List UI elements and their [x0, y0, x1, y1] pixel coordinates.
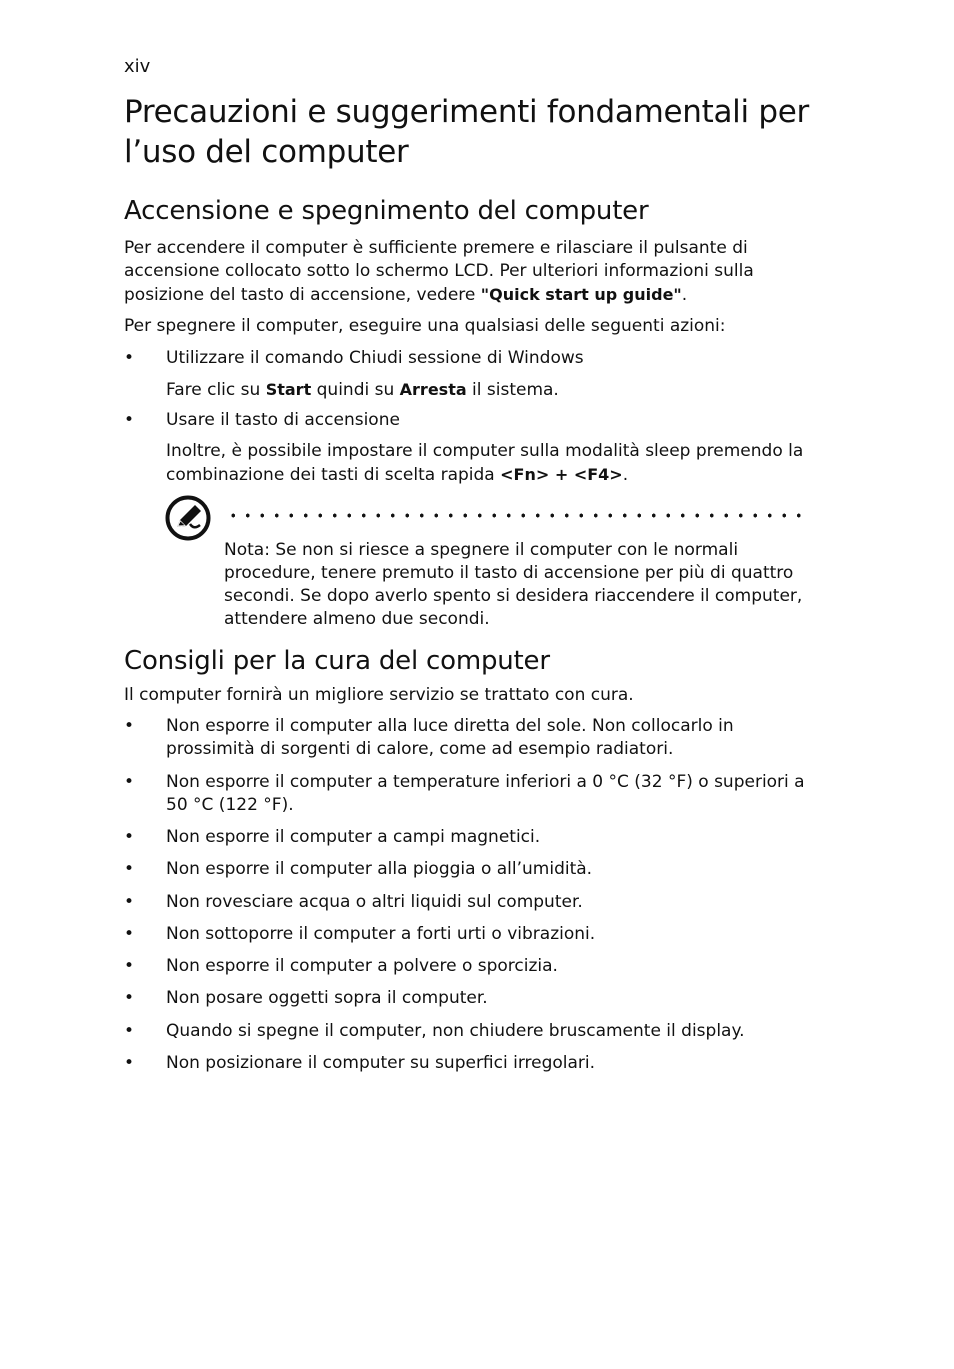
section-heading-power: Accensione e spegnimento del computer	[124, 196, 649, 226]
shutdown-option-windows-detail	[166, 378, 816, 402]
list-item: Non rovesciare acqua o altri liquidi sul computer.	[166, 892, 583, 912]
bullet: •	[124, 988, 135, 1008]
detail-text: il sistema.	[472, 380, 559, 400]
bullet: •	[124, 956, 135, 976]
detail-text: Inoltre, è possibile impostare il computer sulla modalità sleep premendo la combinazione dei tasti di scelta rapida	[166, 441, 804, 485]
power-on-text: Per accendere il computer è sufficiente premere e rilasciare il pulsante di accensione collocato sotto lo schermo LCD. Per ulteriori informazioni sulla posizione del tasto di accensione, vedere	[124, 238, 754, 305]
section-heading-care: Consigli per la cura del computer	[124, 646, 550, 676]
note-paragraph	[224, 539, 814, 631]
guide-reference: "Quick start up guide"	[480, 285, 682, 304]
period: .	[681, 285, 688, 305]
list-item: Non esporre il computer alla luce diretta del sole. Non collocarlo in prossimità di sorgenti di calore, come ad esempio radiatori.	[166, 716, 734, 759]
note-label: Nota:	[224, 540, 270, 560]
power-on-paragraph	[124, 237, 824, 307]
page-title: Precauzioni e suggerimenti fondamentali per l’uso del computer	[124, 94, 809, 170]
shutdown-option-power-key: Usare il tasto di accensione	[166, 410, 400, 430]
list-item: Non esporre il computer a campi magnetici.	[166, 827, 541, 847]
note-dotted-rule	[226, 513, 810, 518]
bullet: •	[124, 827, 135, 847]
bullet: •	[124, 1021, 135, 1041]
detail-text: quindi su	[316, 380, 395, 400]
list-item: Non sottoporre il computer a forti urti o vibrazioni.	[166, 924, 596, 944]
bullet: •	[124, 892, 135, 912]
list-item: Quando si spegne il computer, non chiudere bruscamente il display.	[166, 1021, 745, 1041]
list-item: Non esporre il computer a temperature inferiori a 0 °C (32 °F) o superiori a 50 °C (122 °F).	[166, 772, 805, 815]
bullet: •	[124, 1053, 135, 1073]
period: .	[622, 465, 629, 485]
list-item: Non posare oggetti sopra il computer.	[166, 988, 488, 1008]
bullet: •	[124, 859, 135, 879]
bullet: •	[124, 716, 135, 736]
start-keyword: Start	[265, 380, 312, 399]
bullet: •	[124, 772, 135, 792]
detail-text: Fare clic su	[166, 380, 261, 400]
bullet: •	[124, 348, 135, 368]
shutdown-option-windows: Utilizzare il comando Chiudi sessione di Windows	[166, 348, 584, 368]
hotkey-combo: <Fn> + <F4>	[500, 465, 623, 484]
note-pen-icon	[164, 494, 212, 542]
list-item: Non esporre il computer a polvere o sporcizia.	[166, 956, 558, 976]
arresta-keyword: Arresta	[399, 380, 467, 399]
list-item: Non posizionare il computer su superfici irregolari.	[166, 1053, 596, 1073]
shutdown-option-power-key-detail	[166, 440, 816, 487]
bullet: •	[124, 924, 135, 944]
care-intro: Il computer fornirà un migliore servizio se trattato con cura.	[124, 685, 634, 705]
list-item: Non esporre il computer alla pioggia o all’umidità.	[166, 859, 593, 879]
page-number: xiv	[124, 56, 151, 77]
note-body: Se non si riesce a spegnere il computer con le normali procedure, tenere premuto il tasto di accensione per più di quattro secondi. Se dopo averlo spento si desidera riaccendere il computer, attendere almeno due secondi.	[224, 540, 803, 629]
bullet: •	[124, 410, 135, 430]
shutdown-intro: Per spegnere il computer, eseguire una qualsiasi delle seguenti azioni:	[124, 316, 726, 336]
